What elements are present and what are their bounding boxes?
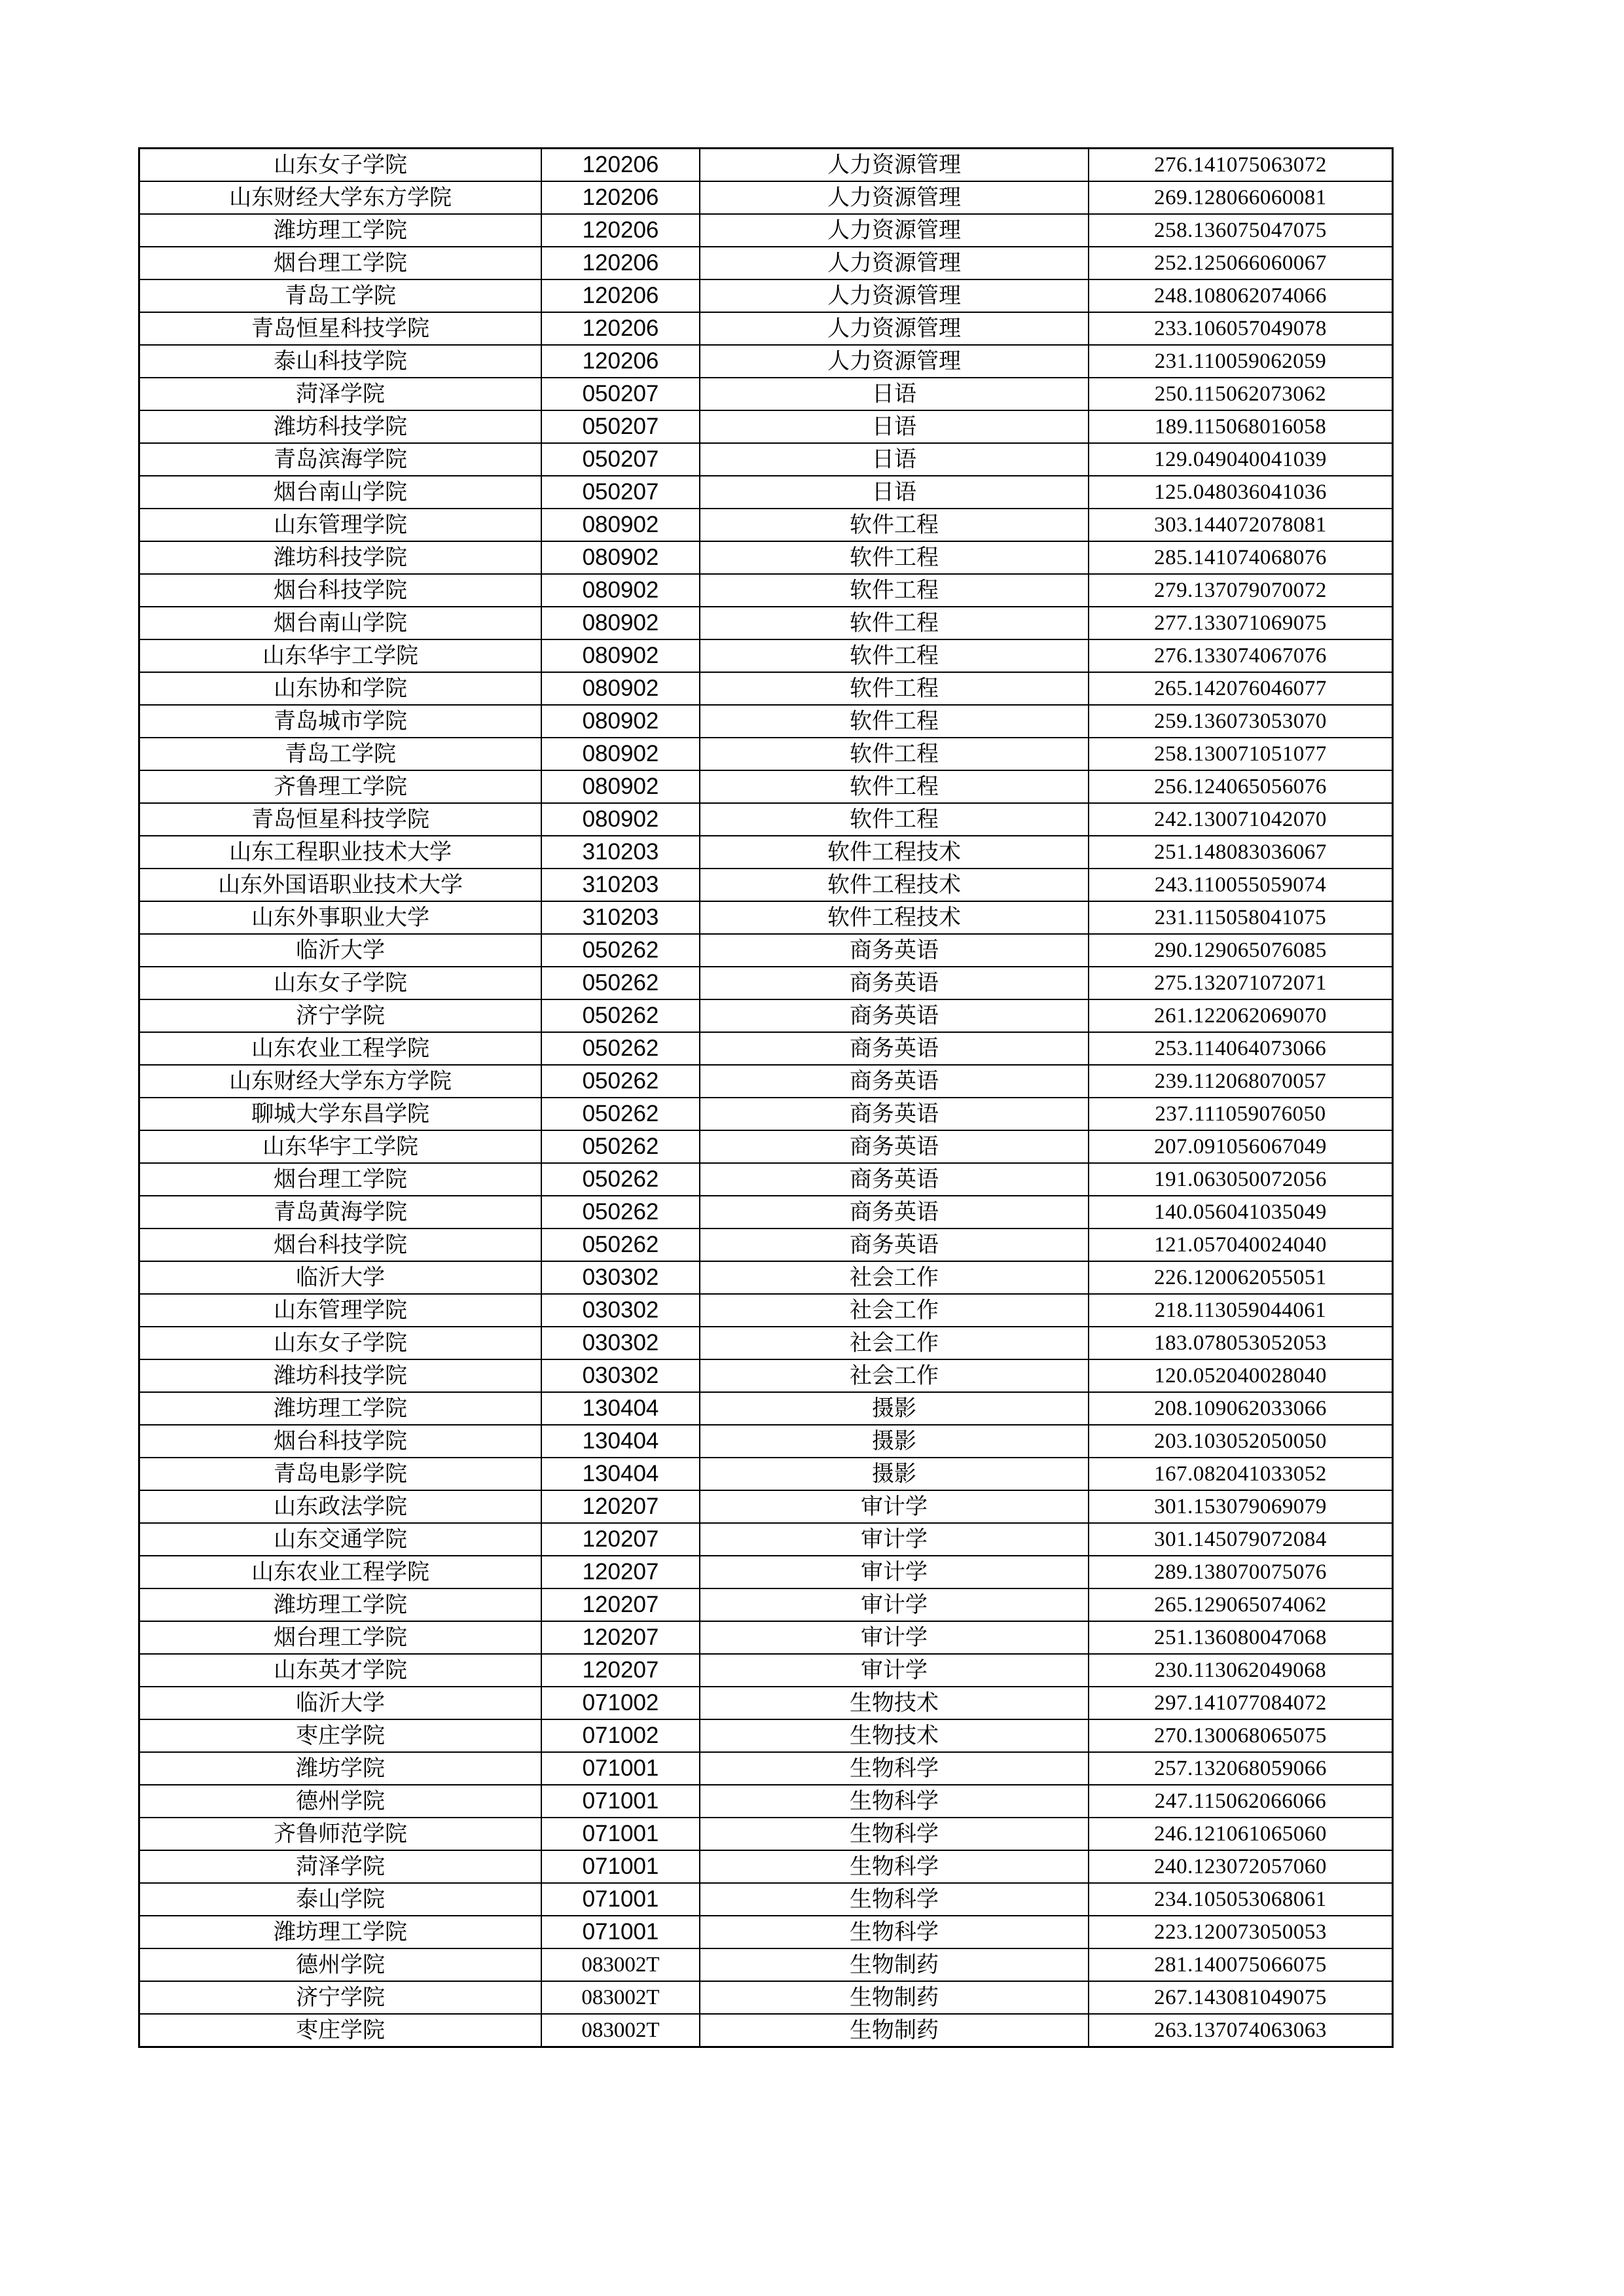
major-code-cell: 050207	[541, 443, 700, 476]
school-cell: 枣庄学院	[139, 1719, 542, 1752]
major-name-cell: 人力资源管理	[700, 247, 1089, 279]
school-cell: 济宁学院	[139, 999, 542, 1032]
score-cell: 251.148083036067	[1089, 836, 1393, 869]
major-name-cell: 生物技术	[700, 1687, 1089, 1719]
school-cell: 山东女子学院	[139, 967, 542, 999]
school-cell: 潍坊学院	[139, 1752, 542, 1785]
major-name-cell: 人力资源管理	[700, 312, 1089, 345]
table-row	[139, 999, 1393, 1032]
school-cell: 临沂大学	[139, 1261, 542, 1294]
table-row	[139, 1621, 1393, 1654]
score-cell: 226.120062055051	[1089, 1261, 1393, 1294]
major-code-cell: 130404	[541, 1425, 700, 1458]
major-name-cell: 生物科学	[700, 1883, 1089, 1916]
major-code-cell: 080902	[541, 574, 700, 607]
score-cell: 125.048036041036	[1089, 476, 1393, 509]
score-cell: 251.136080047068	[1089, 1621, 1393, 1654]
table-row	[139, 1098, 1393, 1130]
school-cell: 烟台科技学院	[139, 1425, 542, 1458]
major-code-cell: 120206	[541, 279, 700, 312]
table-row	[139, 410, 1393, 443]
score-cell: 301.145079072084	[1089, 1523, 1393, 1556]
score-cell: 230.113062049068	[1089, 1654, 1393, 1687]
score-cell: 258.130071051077	[1089, 738, 1393, 770]
major-code-cell: 080902	[541, 639, 700, 672]
score-cell: 242.130071042070	[1089, 803, 1393, 836]
school-cell: 青岛恒星科技学院	[139, 803, 542, 836]
major-code-cell: 050262	[541, 999, 700, 1032]
major-name-cell: 审计学	[700, 1588, 1089, 1621]
major-code-cell: 071001	[541, 1883, 700, 1916]
school-cell: 山东管理学院	[139, 509, 542, 541]
major-name-cell: 人力资源管理	[700, 214, 1089, 247]
major-name-cell: 软件工程	[700, 738, 1089, 770]
school-cell: 烟台理工学院	[139, 247, 542, 279]
major-name-cell: 日语	[700, 378, 1089, 410]
table-row	[139, 869, 1393, 901]
major-name-cell: 商务英语	[700, 1163, 1089, 1196]
score-cell: 253.114064073066	[1089, 1032, 1393, 1065]
table-row	[139, 1850, 1393, 1883]
school-cell: 菏泽学院	[139, 378, 542, 410]
school-cell: 山东财经大学东方学院	[139, 181, 542, 214]
major-name-cell: 生物科学	[700, 1850, 1089, 1883]
table-row	[139, 836, 1393, 869]
score-cell: 276.141075063072	[1089, 149, 1393, 182]
major-name-cell: 软件工程技术	[700, 869, 1089, 901]
table-row	[139, 639, 1393, 672]
table-body	[139, 149, 1393, 2047]
major-name-cell: 商务英语	[700, 1065, 1089, 1098]
major-name-cell: 社会工作	[700, 1359, 1089, 1392]
score-cell: 250.115062073062	[1089, 378, 1393, 410]
score-cell: 258.136075047075	[1089, 214, 1393, 247]
major-code-cell: 120206	[541, 214, 700, 247]
major-code-cell: 071002	[541, 1719, 700, 1752]
major-name-cell: 软件工程技术	[700, 901, 1089, 934]
table-row	[139, 738, 1393, 770]
table-row	[139, 1556, 1393, 1588]
table-row	[139, 1719, 1393, 1752]
major-code-cell: 120207	[541, 1523, 700, 1556]
major-name-cell: 审计学	[700, 1654, 1089, 1687]
score-cell: 129.049040041039	[1089, 443, 1393, 476]
major-code-cell: 030302	[541, 1294, 700, 1327]
major-code-cell: 130404	[541, 1458, 700, 1490]
major-code-cell: 080902	[541, 738, 700, 770]
table-row	[139, 1654, 1393, 1687]
table-row	[139, 1130, 1393, 1163]
major-name-cell: 生物制药	[700, 2014, 1089, 2047]
school-cell: 潍坊科技学院	[139, 410, 542, 443]
school-cell: 潍坊科技学院	[139, 1359, 542, 1392]
score-cell: 248.108062074066	[1089, 279, 1393, 312]
table-row	[139, 214, 1393, 247]
major-code-cell: 310203	[541, 901, 700, 934]
major-name-cell: 软件工程	[700, 574, 1089, 607]
major-name-cell: 审计学	[700, 1621, 1089, 1654]
school-cell: 烟台理工学院	[139, 1621, 542, 1654]
score-cell: 281.140075066075	[1089, 1948, 1393, 1981]
major-name-cell: 社会工作	[700, 1327, 1089, 1359]
major-name-cell: 摄影	[700, 1392, 1089, 1425]
major-code-cell: 050262	[541, 1065, 700, 1098]
major-code-cell: 083002T	[541, 1981, 700, 2014]
major-name-cell: 商务英语	[700, 999, 1089, 1032]
school-cell: 临沂大学	[139, 934, 542, 967]
table-row	[139, 607, 1393, 639]
table-row	[139, 934, 1393, 967]
score-cell: 121.057040024040	[1089, 1229, 1393, 1261]
score-cell: 237.111059076050	[1089, 1098, 1393, 1130]
major-code-cell: 030302	[541, 1359, 700, 1392]
table-row	[139, 901, 1393, 934]
score-cell: 277.133071069075	[1089, 607, 1393, 639]
major-name-cell: 软件工程	[700, 607, 1089, 639]
major-name-cell: 人力资源管理	[700, 181, 1089, 214]
major-code-cell: 120207	[541, 1654, 700, 1687]
school-cell: 潍坊理工学院	[139, 214, 542, 247]
major-name-cell: 生物科学	[700, 1785, 1089, 1818]
major-code-cell: 050262	[541, 1098, 700, 1130]
score-cell: 259.136073053070	[1089, 705, 1393, 738]
score-cell: 167.082041033052	[1089, 1458, 1393, 1490]
school-cell: 山东交通学院	[139, 1523, 542, 1556]
major-name-cell: 生物技术	[700, 1719, 1089, 1752]
table-row	[139, 1948, 1393, 1981]
major-name-cell: 软件工程技术	[700, 836, 1089, 869]
table-row	[139, 1458, 1393, 1490]
major-name-cell: 软件工程	[700, 803, 1089, 836]
major-name-cell: 摄影	[700, 1425, 1089, 1458]
table-row	[139, 2014, 1393, 2047]
school-cell: 山东政法学院	[139, 1490, 542, 1523]
score-cell: 257.132068059066	[1089, 1752, 1393, 1785]
table-row	[139, 1818, 1393, 1850]
major-code-cell: 050262	[541, 1163, 700, 1196]
major-code-cell: 050262	[541, 1130, 700, 1163]
major-name-cell: 软件工程	[700, 672, 1089, 705]
major-code-cell: 310203	[541, 869, 700, 901]
major-name-cell: 摄影	[700, 1458, 1089, 1490]
score-cell: 297.141077084072	[1089, 1687, 1393, 1719]
major-name-cell: 生物制药	[700, 1948, 1089, 1981]
school-cell: 青岛滨海学院	[139, 443, 542, 476]
school-cell: 青岛城市学院	[139, 705, 542, 738]
major-code-cell: 030302	[541, 1261, 700, 1294]
table-row	[139, 312, 1393, 345]
school-cell: 青岛工学院	[139, 738, 542, 770]
school-cell: 青岛工学院	[139, 279, 542, 312]
major-code-cell: 050262	[541, 1229, 700, 1261]
table-row	[139, 1687, 1393, 1719]
major-code-cell: 071001	[541, 1752, 700, 1785]
score-cell: 303.144072078081	[1089, 509, 1393, 541]
score-cell: 189.115068016058	[1089, 410, 1393, 443]
school-cell: 烟台科技学院	[139, 574, 542, 607]
table-row	[139, 1916, 1393, 1948]
admission-score-table	[138, 147, 1394, 2048]
table-row	[139, 1032, 1393, 1065]
major-code-cell: 071001	[541, 1916, 700, 1948]
table-row	[139, 378, 1393, 410]
score-cell: 233.106057049078	[1089, 312, 1393, 345]
major-code-cell: 050262	[541, 1032, 700, 1065]
score-cell: 285.141074068076	[1089, 541, 1393, 574]
table-row	[139, 967, 1393, 999]
major-code-cell: 050262	[541, 934, 700, 967]
major-name-cell: 软件工程	[700, 770, 1089, 803]
score-cell: 140.056041035049	[1089, 1196, 1393, 1229]
table-row	[139, 247, 1393, 279]
table-row	[139, 803, 1393, 836]
school-cell: 青岛电影学院	[139, 1458, 542, 1490]
score-cell: 289.138070075076	[1089, 1556, 1393, 1588]
table-row	[139, 1294, 1393, 1327]
major-code-cell: 120207	[541, 1588, 700, 1621]
score-cell: 252.125066060067	[1089, 247, 1393, 279]
school-cell: 青岛恒星科技学院	[139, 312, 542, 345]
major-name-cell: 生物科学	[700, 1916, 1089, 1948]
major-code-cell: 050207	[541, 378, 700, 410]
score-cell: 243.110055059074	[1089, 869, 1393, 901]
score-cell: 269.128066060081	[1089, 181, 1393, 214]
major-code-cell: 071001	[541, 1850, 700, 1883]
major-name-cell: 社会工作	[700, 1261, 1089, 1294]
table-row	[139, 1785, 1393, 1818]
major-code-cell: 083002T	[541, 2014, 700, 2047]
school-cell: 济宁学院	[139, 1981, 542, 2014]
school-cell: 潍坊理工学院	[139, 1916, 542, 1948]
major-name-cell: 日语	[700, 443, 1089, 476]
major-name-cell: 商务英语	[700, 1130, 1089, 1163]
major-name-cell: 生物制药	[700, 1981, 1089, 2014]
major-code-cell: 050207	[541, 410, 700, 443]
school-cell: 山东女子学院	[139, 149, 542, 182]
school-cell: 菏泽学院	[139, 1850, 542, 1883]
major-name-cell: 软件工程	[700, 639, 1089, 672]
school-cell: 山东英才学院	[139, 1654, 542, 1687]
score-cell: 261.122062069070	[1089, 999, 1393, 1032]
score-cell: 120.052040028040	[1089, 1359, 1393, 1392]
score-cell: 275.132071072071	[1089, 967, 1393, 999]
table-row	[139, 1392, 1393, 1425]
major-name-cell: 软件工程	[700, 509, 1089, 541]
major-name-cell: 生物科学	[700, 1752, 1089, 1785]
major-name-cell: 日语	[700, 476, 1089, 509]
school-cell: 山东华宇工学院	[139, 1130, 542, 1163]
score-cell: 256.124065056076	[1089, 770, 1393, 803]
major-name-cell: 审计学	[700, 1490, 1089, 1523]
score-cell: 263.137074063063	[1089, 2014, 1393, 2047]
major-code-cell: 120207	[541, 1556, 700, 1588]
major-name-cell: 人力资源管理	[700, 279, 1089, 312]
school-cell: 德州学院	[139, 1948, 542, 1981]
school-cell: 齐鲁理工学院	[139, 770, 542, 803]
score-cell: 231.110059062059	[1089, 345, 1393, 378]
table-row	[139, 476, 1393, 509]
school-cell: 山东农业工程学院	[139, 1032, 542, 1065]
major-code-cell: 030302	[541, 1327, 700, 1359]
major-name-cell: 商务英语	[700, 1032, 1089, 1065]
score-cell: 234.105053068061	[1089, 1883, 1393, 1916]
school-cell: 德州学院	[139, 1785, 542, 1818]
score-cell: 290.129065076085	[1089, 934, 1393, 967]
major-code-cell: 130404	[541, 1392, 700, 1425]
table-row	[139, 509, 1393, 541]
major-name-cell: 生物科学	[700, 1818, 1089, 1850]
major-name-cell: 软件工程	[700, 541, 1089, 574]
score-cell: 276.133074067076	[1089, 639, 1393, 672]
major-code-cell: 071001	[541, 1785, 700, 1818]
school-cell: 烟台南山学院	[139, 607, 542, 639]
table-row	[139, 541, 1393, 574]
score-cell: 265.142076046077	[1089, 672, 1393, 705]
major-code-cell: 120207	[541, 1621, 700, 1654]
school-cell: 山东财经大学东方学院	[139, 1065, 542, 1098]
major-name-cell: 软件工程	[700, 705, 1089, 738]
table-row	[139, 149, 1393, 182]
score-cell: 207.091056067049	[1089, 1130, 1393, 1163]
school-cell: 潍坊理工学院	[139, 1392, 542, 1425]
major-code-cell: 071001	[541, 1818, 700, 1850]
school-cell: 潍坊理工学院	[139, 1588, 542, 1621]
table-row	[139, 1327, 1393, 1359]
score-cell: 279.137079070072	[1089, 574, 1393, 607]
score-cell: 203.103052050050	[1089, 1425, 1393, 1458]
table-row	[139, 1752, 1393, 1785]
school-cell: 山东华宇工学院	[139, 639, 542, 672]
major-code-cell: 080902	[541, 770, 700, 803]
major-name-cell: 商务英语	[700, 967, 1089, 999]
table-row	[139, 574, 1393, 607]
major-name-cell: 商务英语	[700, 1098, 1089, 1130]
table-row	[139, 181, 1393, 214]
major-name-cell: 商务英语	[700, 934, 1089, 967]
score-cell: 270.130068065075	[1089, 1719, 1393, 1752]
school-cell: 齐鲁师范学院	[139, 1818, 542, 1850]
major-code-cell: 120206	[541, 247, 700, 279]
table-row	[139, 1163, 1393, 1196]
school-cell: 山东外事职业大学	[139, 901, 542, 934]
major-code-cell: 120206	[541, 312, 700, 345]
table-row	[139, 1490, 1393, 1523]
school-cell: 山东外国语职业技术大学	[139, 869, 542, 901]
major-code-cell: 080902	[541, 607, 700, 639]
table-row	[139, 1261, 1393, 1294]
major-code-cell: 080902	[541, 509, 700, 541]
table-row	[139, 279, 1393, 312]
score-cell: 246.121061065060	[1089, 1818, 1393, 1850]
school-cell: 山东农业工程学院	[139, 1556, 542, 1588]
table-row	[139, 672, 1393, 705]
school-cell: 烟台理工学院	[139, 1163, 542, 1196]
table-row	[139, 1588, 1393, 1621]
major-code-cell: 080902	[541, 541, 700, 574]
major-code-cell: 120206	[541, 181, 700, 214]
major-name-cell: 日语	[700, 410, 1089, 443]
table-row	[139, 345, 1393, 378]
table-row	[139, 1981, 1393, 2014]
table-row	[139, 443, 1393, 476]
table-row	[139, 1065, 1393, 1098]
major-code-cell: 050262	[541, 967, 700, 999]
major-name-cell: 人力资源管理	[700, 149, 1089, 182]
school-cell: 青岛黄海学院	[139, 1196, 542, 1229]
school-cell: 山东工程职业技术大学	[139, 836, 542, 869]
school-cell: 山东协和学院	[139, 672, 542, 705]
school-cell: 泰山科技学院	[139, 345, 542, 378]
major-name-cell: 商务英语	[700, 1196, 1089, 1229]
score-cell: 223.120073050053	[1089, 1916, 1393, 1948]
score-cell: 265.129065074062	[1089, 1588, 1393, 1621]
table-row	[139, 1425, 1393, 1458]
school-cell: 潍坊科技学院	[139, 541, 542, 574]
table-row	[139, 1196, 1393, 1229]
school-cell: 烟台南山学院	[139, 476, 542, 509]
major-code-cell: 120207	[541, 1490, 700, 1523]
score-cell: 218.113059044061	[1089, 1294, 1393, 1327]
score-cell: 247.115062066066	[1089, 1785, 1393, 1818]
major-code-cell: 071002	[541, 1687, 700, 1719]
major-code-cell: 310203	[541, 836, 700, 869]
major-code-cell: 050207	[541, 476, 700, 509]
table-row	[139, 1359, 1393, 1392]
table-row	[139, 770, 1393, 803]
major-name-cell: 社会工作	[700, 1294, 1089, 1327]
major-name-cell: 审计学	[700, 1523, 1089, 1556]
major-name-cell: 审计学	[700, 1556, 1089, 1588]
major-code-cell: 080902	[541, 672, 700, 705]
major-code-cell: 120206	[541, 345, 700, 378]
table-row	[139, 1883, 1393, 1916]
score-cell: 208.109062033066	[1089, 1392, 1393, 1425]
school-cell: 枣庄学院	[139, 2014, 542, 2047]
school-cell: 山东管理学院	[139, 1294, 542, 1327]
score-cell: 240.123072057060	[1089, 1850, 1393, 1883]
major-code-cell: 080902	[541, 803, 700, 836]
major-name-cell: 人力资源管理	[700, 345, 1089, 378]
school-cell: 烟台科技学院	[139, 1229, 542, 1261]
major-code-cell: 080902	[541, 705, 700, 738]
score-cell: 231.115058041075	[1089, 901, 1393, 934]
score-cell: 191.063050072056	[1089, 1163, 1393, 1196]
score-cell: 301.153079069079	[1089, 1490, 1393, 1523]
major-code-cell: 050262	[541, 1196, 700, 1229]
major-code-cell: 083002T	[541, 1948, 700, 1981]
table-row	[139, 1229, 1393, 1261]
score-cell: 267.143081049075	[1089, 1981, 1393, 2014]
table-row	[139, 705, 1393, 738]
school-cell: 临沂大学	[139, 1687, 542, 1719]
school-cell: 聊城大学东昌学院	[139, 1098, 542, 1130]
major-code-cell: 120206	[541, 149, 700, 182]
major-name-cell: 商务英语	[700, 1229, 1089, 1261]
school-cell: 泰山学院	[139, 1883, 542, 1916]
score-cell: 183.078053052053	[1089, 1327, 1393, 1359]
table-row	[139, 1523, 1393, 1556]
score-cell: 239.112068070057	[1089, 1065, 1393, 1098]
school-cell: 山东女子学院	[139, 1327, 542, 1359]
